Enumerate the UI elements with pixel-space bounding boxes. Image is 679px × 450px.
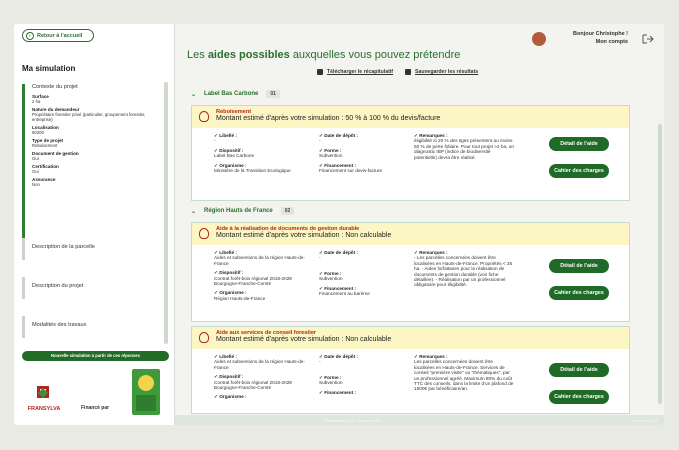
remarques-label: Remarques : xyxy=(419,354,448,359)
date-depot-value: - xyxy=(319,138,321,144)
region-logo xyxy=(132,369,160,415)
logout-icon[interactable] xyxy=(642,34,654,44)
dispositif-label: Dispositif : xyxy=(219,147,244,153)
date-depot-value: - xyxy=(319,255,321,261)
fransylva-logo xyxy=(28,384,60,414)
footer-center: Simulateur pour : Fransylva V1 xyxy=(325,418,380,423)
field-label: Localisation xyxy=(32,125,59,130)
aid-name: Aide à la réalisation de documents de gestion durable xyxy=(216,226,360,232)
account-link[interactable]: Mon compte xyxy=(595,39,628,45)
aid-card-header xyxy=(192,327,629,349)
app-window xyxy=(14,24,664,425)
title-pre: Les xyxy=(187,49,205,61)
field-value: Propriétaire forestier privé (particulier, groupement forestier, entreprise) xyxy=(32,112,146,122)
arrow-left-icon: ‹ xyxy=(26,32,34,40)
print-icon xyxy=(317,69,323,75)
date-depot-label: Date de dépôt : xyxy=(324,250,359,255)
aid-card-reboisement xyxy=(191,105,630,201)
aid-details: ✓ Libellé : Aides et subventions de la région Hauts-de-France ✓ Dispositif : Contrat forêt-bois régional 2018-2028 Bourgogne-Franche-Comté ✓ Organisme : ✓ Date de dépôt : - ✓ Forme : Subvention ✓ Financement : ✓ Remarques : Les parcelles concernées doivent être localisées en Hauts-de-France. Services de conseil "première visite" ou "thématiques", par un professionnel agréé. Maximum 80% du coût TTC des conseils, dans la limite d'un plafond de 1500€ par bénéficiaire/an. Détail de l'aide Cahier des charges xyxy=(192,349,629,413)
sidebar-title: Ma simulation xyxy=(22,64,76,73)
dispositif-value: Label Bas Carbone xyxy=(214,153,255,159)
specifications-button[interactable]: Cahier des charges xyxy=(549,164,609,178)
financed-by: Financé par xyxy=(81,405,110,411)
group-label-bas-carbone[interactable] xyxy=(191,90,280,98)
remarques-value: - Les parcelles concernées doivent être localisées en Hauts-de-France. Propriétés < 25 ha. - Aides forfaitaires pour la réalisation de documents de gestion durable (voir fiche détaillée). - Réalisation par un professionnel obligatoire pour éligibilité. xyxy=(414,255,513,288)
field-value: 2 ha xyxy=(32,99,41,104)
aid-detail-button[interactable]: Détail de l'aide xyxy=(549,363,609,377)
page-actions xyxy=(317,69,478,75)
libelle-value: Aides et subventions de la région Hauts-de-France xyxy=(214,255,305,266)
financement-label: Financement : xyxy=(324,389,357,395)
footer-version: Version v1.0.1 xyxy=(632,418,658,423)
group-name: Label Bas Carbone xyxy=(204,91,259,97)
aid-amount: Montant estimé d'après votre simulation : Non calculable xyxy=(216,232,392,239)
field-label: Surface xyxy=(32,94,49,99)
tree-icon xyxy=(199,111,209,122)
fransylva-logo-mark xyxy=(28,384,60,414)
field-label: Type de projet xyxy=(32,138,64,143)
forme-value: Subvention xyxy=(319,276,343,282)
libelle-label: Libellé : xyxy=(219,250,237,255)
tree-icon xyxy=(199,228,209,239)
aid-detail-button[interactable]: Détail de l'aide xyxy=(549,137,609,151)
user-avatar-icon[interactable] xyxy=(532,32,546,46)
fransylva-logo-text: FRANSYLVA xyxy=(28,406,60,412)
title-post: auxquelles vous pouvez prétendre xyxy=(292,49,461,61)
field-label: Document de gestion xyxy=(32,151,79,156)
specifications-button[interactable]: Cahier des charges xyxy=(549,390,609,404)
financement-label: Financement : xyxy=(324,162,357,168)
group-count-badge: 02 xyxy=(281,207,295,215)
forme-label: Forme : xyxy=(324,270,342,276)
greeting: Bonjour Christophe ! xyxy=(573,31,628,37)
save-icon xyxy=(405,69,411,75)
field-value: 60200 xyxy=(32,130,44,135)
tree-icon xyxy=(199,332,209,343)
organisme-value: Région Hauts-de-France xyxy=(214,295,266,301)
remarques-label: Remarques : xyxy=(419,250,448,255)
forme-label: Forme : xyxy=(324,147,342,153)
context-section[interactable] xyxy=(22,84,162,248)
aid-name: Reboisement xyxy=(216,109,252,115)
forme-value: Subvention xyxy=(319,380,343,386)
main-scrollbar[interactable] xyxy=(658,124,662,404)
organisme-label: Organisme : xyxy=(219,162,247,168)
section-travaux[interactable] xyxy=(22,316,162,338)
organisme-value: Ministère de la Transition Ecologique xyxy=(214,168,291,174)
libelle-label: Libellé : xyxy=(219,354,237,359)
main-content xyxy=(175,24,664,425)
group-count-badge: 01 xyxy=(266,90,280,98)
aid-details: ✓ Libellé : - ✓ Dispositif : Label Bas Carbone ✓ Organisme : Ministère de la Transition Ecologique ✓ Date de dépôt : - ✓ Forme : Subvention ✓ Financement : Financement sur devis-facture ✓ Remarques : éligibilité si 20 % des tiges présentent au moins 50 % de perte foliaire. Pour tout projet >2 ha, un diagnostic IBP (indice de biodiversité potentielle) devra être réalisé. Détail de l'aide Cahier des charges xyxy=(192,128,629,200)
sidebar-scrollbar[interactable] xyxy=(164,82,168,344)
aid-amount: Montant estimé d'après votre simulation : Non calculable xyxy=(216,336,392,343)
aid-details: ✓ Libellé : Aides et subventions de la région Hauts-de-France ✓ Dispositif : Contrat forêt-bois régional 2018-2028 Bourgogne-Franche-Comté ✓ Organisme : Région Hauts-de-France ✓ Date de dépôt : - ✓ Forme : Subvention ✓ Financement : Financement au barème ✓ Remarques : - Les parcelles concernées doivent être localisées en Hauts-de-France. Propriétés < 25 ha. - Aides forfaitaires pour la réalisation de documents de gestion durable (voir fiche détaillée). - Réalisation par un professionnel obligatoire pour éligibilité. Détail de l'aide Cahier des charges xyxy=(192,245,629,321)
field-label: Nature du demandeur xyxy=(32,107,80,112)
download-summary-link[interactable] xyxy=(317,69,393,75)
section-travaux-label: Modalités des travaux xyxy=(32,322,87,328)
user-menu[interactable] xyxy=(573,30,628,46)
dispositif-label: Dispositif : xyxy=(219,270,244,276)
footer xyxy=(175,415,664,425)
libelle-label: Libellé : xyxy=(219,133,237,138)
sidebar xyxy=(14,24,175,425)
forme-label: Forme : xyxy=(324,374,342,380)
section-parcelle[interactable] xyxy=(22,238,162,260)
organisme-label: Organisme : xyxy=(219,290,247,296)
download-label: Télécharger le récapitulatif xyxy=(327,69,394,75)
libelle-value: Aides et subventions de la région Hauts-de-France xyxy=(214,359,305,370)
aid-name: Aide aux services de conseil forestier xyxy=(216,330,317,336)
page-title xyxy=(187,49,460,61)
libelle-value: - xyxy=(214,138,216,144)
save-results-link[interactable] xyxy=(405,69,478,75)
financement-label: Financement : xyxy=(324,285,357,291)
title-bold: aides possibles xyxy=(207,49,290,61)
remarques-label: Remarques : xyxy=(419,133,448,138)
remarques-value: éligibilité si 20 % des tiges présentent au moins 50 % de perte foliaire. Pour tout projet >2 ha, un diagnostic IBP (indice de biodiversité potentielle) devra être réalisé. xyxy=(414,138,514,160)
save-label: Sauvegarder les résultats xyxy=(415,69,479,75)
field-value: Oui xyxy=(32,156,39,161)
aid-card-header xyxy=(192,106,629,128)
date-depot-value: - xyxy=(319,359,321,365)
aid-card-header xyxy=(192,223,629,245)
field-label: Certification xyxy=(32,164,59,169)
group-name: Région Hauts de France xyxy=(204,208,273,214)
back-home-label: Retour à l'accueil xyxy=(37,32,83,39)
dispositif-value: Contrat forêt-bois régional 2018-2028 Bourgogne-Franche-Comté xyxy=(214,275,292,287)
chevron-down-icon: ⌄ xyxy=(191,91,197,98)
chevron-down-icon: ⌄ xyxy=(191,208,197,215)
dispositif-value: Contrat forêt-bois régional 2018-2028 Bourgogne-Franche-Comté xyxy=(214,379,292,391)
dispositif-label: Dispositif : xyxy=(219,374,244,380)
aid-amount: Montant estimé d'après votre simulation : 50 % à 100 % du devis/facture xyxy=(216,115,441,122)
section-projet-label: Description du projet xyxy=(32,283,84,289)
field-label: Assurance xyxy=(32,177,56,182)
group-region-hdf[interactable] xyxy=(191,207,294,215)
context-header: Contexte du projet xyxy=(32,84,78,90)
section-projet[interactable] xyxy=(22,277,162,299)
aid-detail-button[interactable]: Détail de l'aide xyxy=(549,259,609,273)
field-value: Reboisement xyxy=(32,143,58,148)
new-simulation-button[interactable]: Nouvelle simulation à partir de ces réponses xyxy=(22,351,169,361)
field-value: Oui xyxy=(32,169,39,174)
financement-value: Financement au barème xyxy=(319,291,370,297)
back-home-button[interactable] xyxy=(22,29,94,42)
financement-value: Financement sur devis-facture xyxy=(319,168,383,174)
remarques-value: Les parcelles concernées doivent être localisées en Hauts-de-France. Services de conseil "première visite" ou "thématiques", par un professionnel agréé. Maximum 80% du coût TTC des conseils, dans la limite d'un plafond de 1500€ par bénéficiaire/an. xyxy=(414,359,514,392)
organisme-label: Organisme : xyxy=(219,394,247,400)
forme-value: Subvention xyxy=(319,153,343,159)
section-parcelle-label: Description de la parcelle xyxy=(32,244,95,250)
field-value: Non xyxy=(32,182,40,187)
aid-card-conseil-forestier xyxy=(191,326,630,414)
specifications-button[interactable]: Cahier des charges xyxy=(549,286,609,300)
aid-card-documents-gestion xyxy=(191,222,630,322)
date-depot-label: Date de dépôt : xyxy=(324,354,359,359)
date-depot-label: Date de dépôt : xyxy=(324,133,359,138)
